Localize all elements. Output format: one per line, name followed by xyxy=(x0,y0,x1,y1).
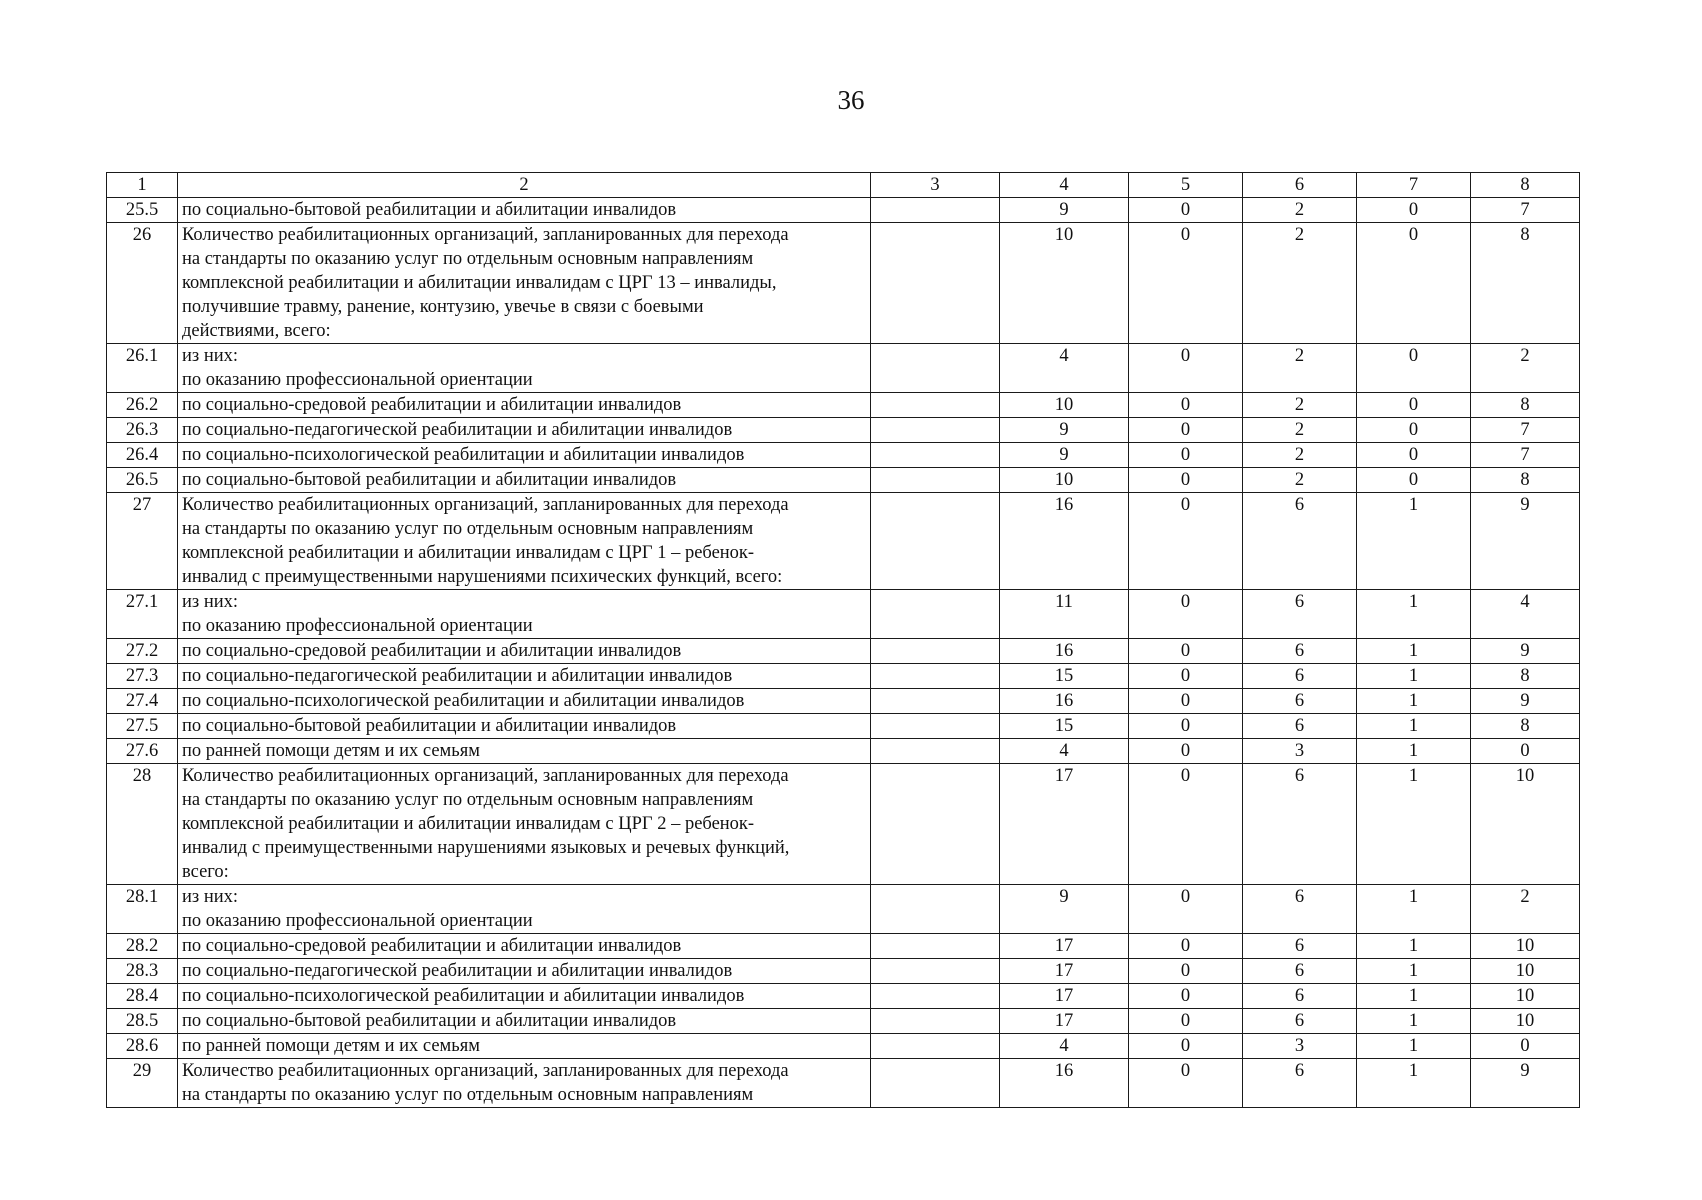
col-6-cell: 2 xyxy=(1243,198,1357,223)
col-7-cell: 1 xyxy=(1357,959,1471,984)
col-6-cell: 6 xyxy=(1243,885,1357,934)
col-5-cell: 0 xyxy=(1129,764,1243,885)
header-cell: 8 xyxy=(1471,173,1580,198)
col-5-cell: 0 xyxy=(1129,393,1243,418)
row-number-cell: 27.1 xyxy=(107,590,178,639)
col-6-cell: 6 xyxy=(1243,714,1357,739)
col-8-cell: 8 xyxy=(1471,714,1580,739)
row-description-cell: Количество реабилитационных организаций, запланированных для перехода на стандарты по оказанию услуг по отдельным основным направлениям комплексной реабилитации и абилитации инвалидам с ЦРГ 1 – ребенок- инвалид с преимущественными нарушениями психических функций, всего: xyxy=(178,493,871,590)
col-5-cell: 0 xyxy=(1129,689,1243,714)
table-row xyxy=(107,468,1580,493)
col-7-cell: 0 xyxy=(1357,223,1471,344)
col-3-cell xyxy=(871,984,1000,1009)
header-cell: 3 xyxy=(871,173,1000,198)
col-7-cell: 0 xyxy=(1357,468,1471,493)
row-description-cell: Количество реабилитационных организаций, запланированных для перехода на стандарты по оказанию услуг по отдельным основным направлениям комплексной реабилитации и абилитации инвалидам с ЦРГ 13 – инвалиды, получившие травму, ранение, контузию, увечье в связи с боевыми действиями, всего: xyxy=(178,223,871,344)
header-cell: 4 xyxy=(1000,173,1129,198)
col-3-cell xyxy=(871,664,1000,689)
col-3-cell xyxy=(871,714,1000,739)
row-number-cell: 28.1 xyxy=(107,885,178,934)
row-description-cell: из них: по оказанию профессиональной ориентации xyxy=(178,885,871,934)
col-5-cell: 0 xyxy=(1129,493,1243,590)
col-6-cell: 6 xyxy=(1243,1059,1357,1108)
table-row xyxy=(107,443,1580,468)
table-row xyxy=(107,223,1580,344)
table-row xyxy=(107,764,1580,885)
col-5-cell: 0 xyxy=(1129,664,1243,689)
row-description-cell: Количество реабилитационных организаций, запланированных для перехода на стандарты по оказанию услуг по отдельным основным направлениям xyxy=(178,1059,871,1108)
col-5-cell: 0 xyxy=(1129,959,1243,984)
col-8-cell: 7 xyxy=(1471,198,1580,223)
col-7-cell: 0 xyxy=(1357,344,1471,393)
table-row xyxy=(107,959,1580,984)
col-3-cell xyxy=(871,1009,1000,1034)
col-4-cell: 9 xyxy=(1000,418,1129,443)
col-5-cell: 0 xyxy=(1129,418,1243,443)
col-4-cell: 4 xyxy=(1000,344,1129,393)
col-5-cell: 0 xyxy=(1129,344,1243,393)
col-5-cell: 0 xyxy=(1129,934,1243,959)
col-8-cell: 10 xyxy=(1471,1009,1580,1034)
table-row xyxy=(107,1034,1580,1059)
col-4-cell: 9 xyxy=(1000,443,1129,468)
col-4-cell: 16 xyxy=(1000,1059,1129,1108)
col-5-cell: 0 xyxy=(1129,739,1243,764)
col-8-cell: 2 xyxy=(1471,344,1580,393)
col-6-cell: 6 xyxy=(1243,934,1357,959)
col-3-cell xyxy=(871,443,1000,468)
row-description-cell: Количество реабилитационных организаций, запланированных для перехода на стандарты по оказанию услуг по отдельным основным направлениям комплексной реабилитации и абилитации инвалидам с ЦРГ 2 – ребенок- инвалид с преимущественными нарушениями языковых и речевых функций, всего: xyxy=(178,764,871,885)
col-6-cell: 3 xyxy=(1243,1034,1357,1059)
col-7-cell: 0 xyxy=(1357,198,1471,223)
row-description-cell: по социально-бытовой реабилитации и абилитации инвалидов xyxy=(178,198,871,223)
table-row xyxy=(107,1059,1580,1108)
col-8-cell: 8 xyxy=(1471,393,1580,418)
col-3-cell xyxy=(871,198,1000,223)
col-5-cell: 0 xyxy=(1129,639,1243,664)
row-number-cell: 26.3 xyxy=(107,418,178,443)
table-row xyxy=(107,344,1580,393)
row-number-cell: 29 xyxy=(107,1059,178,1108)
col-5-cell: 0 xyxy=(1129,984,1243,1009)
col-5-cell: 0 xyxy=(1129,1009,1243,1034)
col-7-cell: 1 xyxy=(1357,493,1471,590)
row-description-cell: по социально-психологической реабилитации и абилитации инвалидов xyxy=(178,984,871,1009)
col-4-cell: 9 xyxy=(1000,885,1129,934)
col-4-cell: 4 xyxy=(1000,739,1129,764)
col-8-cell: 8 xyxy=(1471,223,1580,344)
col-8-cell: 8 xyxy=(1471,664,1580,689)
col-3-cell xyxy=(871,885,1000,934)
col-6-cell: 6 xyxy=(1243,689,1357,714)
col-7-cell: 1 xyxy=(1357,1034,1471,1059)
col-4-cell: 16 xyxy=(1000,639,1129,664)
col-5-cell: 0 xyxy=(1129,198,1243,223)
row-number-cell: 27 xyxy=(107,493,178,590)
col-7-cell: 1 xyxy=(1357,664,1471,689)
col-7-cell: 1 xyxy=(1357,739,1471,764)
col-6-cell: 2 xyxy=(1243,443,1357,468)
col-8-cell: 10 xyxy=(1471,934,1580,959)
table-row xyxy=(107,639,1580,664)
col-5-cell: 0 xyxy=(1129,223,1243,344)
data-table xyxy=(106,172,1580,1108)
col-8-cell: 10 xyxy=(1471,984,1580,1009)
col-5-cell: 0 xyxy=(1129,1034,1243,1059)
row-number-cell: 28.4 xyxy=(107,984,178,1009)
table-row xyxy=(107,1009,1580,1034)
col-4-cell: 17 xyxy=(1000,934,1129,959)
col-7-cell: 1 xyxy=(1357,885,1471,934)
col-3-cell xyxy=(871,764,1000,885)
col-7-cell: 1 xyxy=(1357,934,1471,959)
header-cell: 5 xyxy=(1129,173,1243,198)
col-5-cell: 0 xyxy=(1129,443,1243,468)
row-number-cell: 26.1 xyxy=(107,344,178,393)
col-3-cell xyxy=(871,344,1000,393)
table-row xyxy=(107,418,1580,443)
row-number-cell: 27.4 xyxy=(107,689,178,714)
col-3-cell xyxy=(871,590,1000,639)
col-3-cell xyxy=(871,689,1000,714)
table-row xyxy=(107,739,1580,764)
row-number-cell: 27.2 xyxy=(107,639,178,664)
row-description-cell: по социально-психологической реабилитации и абилитации инвалидов xyxy=(178,689,871,714)
table-row xyxy=(107,493,1580,590)
row-description-cell: по социально-средовой реабилитации и абилитации инвалидов xyxy=(178,639,871,664)
header-row xyxy=(107,173,1580,198)
table-row xyxy=(107,198,1580,223)
col-7-cell: 1 xyxy=(1357,689,1471,714)
header-cell: 7 xyxy=(1357,173,1471,198)
col-5-cell: 0 xyxy=(1129,590,1243,639)
col-4-cell: 17 xyxy=(1000,959,1129,984)
col-3-cell xyxy=(871,934,1000,959)
col-7-cell: 0 xyxy=(1357,393,1471,418)
col-6-cell: 2 xyxy=(1243,393,1357,418)
col-8-cell: 7 xyxy=(1471,418,1580,443)
row-description-cell: по социально-педагогической реабилитации и абилитации инвалидов xyxy=(178,959,871,984)
col-8-cell: 9 xyxy=(1471,1059,1580,1108)
row-description-cell: по ранней помощи детям и их семьям xyxy=(178,1034,871,1059)
col-6-cell: 6 xyxy=(1243,984,1357,1009)
col-6-cell: 6 xyxy=(1243,764,1357,885)
col-6-cell: 6 xyxy=(1243,639,1357,664)
col-8-cell: 0 xyxy=(1471,1034,1580,1059)
col-8-cell: 9 xyxy=(1471,689,1580,714)
col-4-cell: 10 xyxy=(1000,393,1129,418)
table-row xyxy=(107,885,1580,934)
page-number: 36 xyxy=(837,85,865,115)
col-3-cell xyxy=(871,223,1000,344)
col-4-cell: 11 xyxy=(1000,590,1129,639)
col-6-cell: 6 xyxy=(1243,1009,1357,1034)
row-description-cell: по социально-педагогической реабилитации и абилитации инвалидов xyxy=(178,418,871,443)
row-number-cell: 27.5 xyxy=(107,714,178,739)
table-row xyxy=(107,590,1580,639)
col-8-cell: 10 xyxy=(1471,959,1580,984)
col-6-cell: 2 xyxy=(1243,223,1357,344)
col-3-cell xyxy=(871,393,1000,418)
row-description-cell: из них: по оказанию профессиональной ориентации xyxy=(178,590,871,639)
col-7-cell: 1 xyxy=(1357,714,1471,739)
row-number-cell: 27.3 xyxy=(107,664,178,689)
col-8-cell: 0 xyxy=(1471,739,1580,764)
row-description-cell: по социально-средовой реабилитации и абилитации инвалидов xyxy=(178,934,871,959)
col-7-cell: 0 xyxy=(1357,443,1471,468)
col-6-cell: 6 xyxy=(1243,959,1357,984)
row-number-cell: 28.6 xyxy=(107,1034,178,1059)
col-7-cell: 1 xyxy=(1357,590,1471,639)
col-4-cell: 15 xyxy=(1000,714,1129,739)
row-number-cell: 25.5 xyxy=(107,198,178,223)
col-4-cell: 10 xyxy=(1000,223,1129,344)
table-row xyxy=(107,714,1580,739)
col-8-cell: 2 xyxy=(1471,885,1580,934)
row-number-cell: 26.2 xyxy=(107,393,178,418)
col-6-cell: 2 xyxy=(1243,344,1357,393)
col-4-cell: 16 xyxy=(1000,689,1129,714)
col-8-cell: 7 xyxy=(1471,443,1580,468)
row-number-cell: 28.3 xyxy=(107,959,178,984)
col-8-cell: 4 xyxy=(1471,590,1580,639)
row-description-cell: по ранней помощи детям и их семьям xyxy=(178,739,871,764)
col-7-cell: 0 xyxy=(1357,418,1471,443)
row-description-cell: по социально-средовой реабилитации и абилитации инвалидов xyxy=(178,393,871,418)
col-8-cell: 9 xyxy=(1471,493,1580,590)
col-5-cell: 0 xyxy=(1129,885,1243,934)
table-row xyxy=(107,984,1580,1009)
table-row xyxy=(107,689,1580,714)
col-4-cell: 4 xyxy=(1000,1034,1129,1059)
col-3-cell xyxy=(871,639,1000,664)
col-4-cell: 16 xyxy=(1000,493,1129,590)
col-6-cell: 6 xyxy=(1243,590,1357,639)
row-number-cell: 28.5 xyxy=(107,1009,178,1034)
col-7-cell: 1 xyxy=(1357,984,1471,1009)
col-6-cell: 6 xyxy=(1243,493,1357,590)
col-8-cell: 8 xyxy=(1471,468,1580,493)
col-7-cell: 1 xyxy=(1357,764,1471,885)
col-3-cell xyxy=(871,959,1000,984)
table-row xyxy=(107,934,1580,959)
col-8-cell: 10 xyxy=(1471,764,1580,885)
col-8-cell: 9 xyxy=(1471,639,1580,664)
row-description-cell: по социально-педагогической реабилитации и абилитации инвалидов xyxy=(178,664,871,689)
col-3-cell xyxy=(871,418,1000,443)
row-number-cell: 26.5 xyxy=(107,468,178,493)
header-cell: 1 xyxy=(107,173,178,198)
col-6-cell: 2 xyxy=(1243,418,1357,443)
col-7-cell: 1 xyxy=(1357,1009,1471,1034)
row-description-cell: из них: по оказанию профессиональной ориентации xyxy=(178,344,871,393)
col-3-cell xyxy=(871,1034,1000,1059)
col-4-cell: 17 xyxy=(1000,1009,1129,1034)
header-cell: 6 xyxy=(1243,173,1357,198)
row-number-cell: 26.4 xyxy=(107,443,178,468)
col-5-cell: 0 xyxy=(1129,468,1243,493)
col-7-cell: 1 xyxy=(1357,1059,1471,1108)
col-3-cell xyxy=(871,493,1000,590)
row-number-cell: 26 xyxy=(107,223,178,344)
row-description-cell: по социально-психологической реабилитации и абилитации инвалидов xyxy=(178,443,871,468)
row-number-cell: 28 xyxy=(107,764,178,885)
row-description-cell: по социально-бытовой реабилитации и абилитации инвалидов xyxy=(178,468,871,493)
table-row xyxy=(107,664,1580,689)
col-3-cell xyxy=(871,739,1000,764)
row-description-cell: по социально-бытовой реабилитации и абилитации инвалидов xyxy=(178,1009,871,1034)
col-6-cell: 3 xyxy=(1243,739,1357,764)
col-3-cell xyxy=(871,468,1000,493)
col-5-cell: 0 xyxy=(1129,1059,1243,1108)
col-7-cell: 1 xyxy=(1357,639,1471,664)
col-4-cell: 10 xyxy=(1000,468,1129,493)
row-description-cell: по социально-бытовой реабилитации и абилитации инвалидов xyxy=(178,714,871,739)
row-number-cell: 28.2 xyxy=(107,934,178,959)
col-5-cell: 0 xyxy=(1129,714,1243,739)
col-4-cell: 17 xyxy=(1000,764,1129,885)
col-6-cell: 6 xyxy=(1243,664,1357,689)
col-4-cell: 15 xyxy=(1000,664,1129,689)
col-3-cell xyxy=(871,1059,1000,1108)
row-number-cell: 27.6 xyxy=(107,739,178,764)
col-6-cell: 2 xyxy=(1243,468,1357,493)
table-row xyxy=(107,393,1580,418)
col-4-cell: 17 xyxy=(1000,984,1129,1009)
col-4-cell: 9 xyxy=(1000,198,1129,223)
header-cell: 2 xyxy=(178,173,871,198)
